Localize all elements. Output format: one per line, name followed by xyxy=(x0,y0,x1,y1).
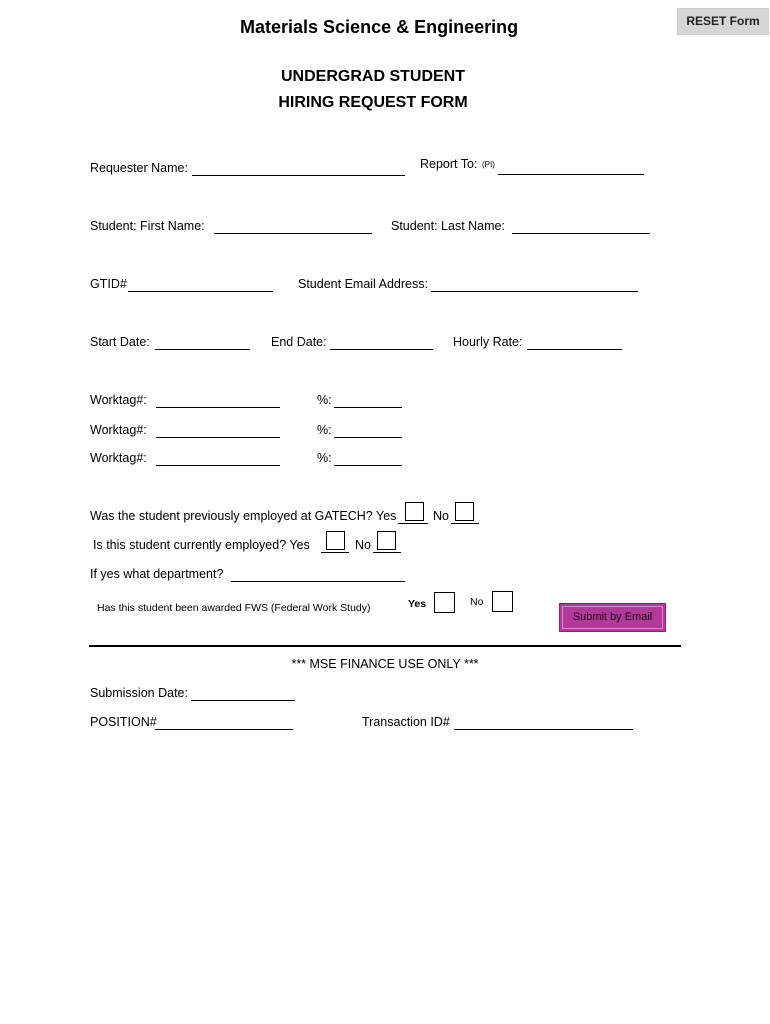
end-date-label: End Date: xyxy=(271,335,327,349)
percent-field-2[interactable] xyxy=(334,437,402,438)
department-label: If yes what department? xyxy=(90,567,224,581)
position-label: POSITION# xyxy=(90,715,157,729)
prev-employed-no-label: No xyxy=(433,509,449,523)
position-field[interactable] xyxy=(155,729,293,730)
fws-no-label: No xyxy=(470,596,484,608)
start-date-label: Start Date: xyxy=(90,335,150,349)
curr-employed-no-label: No xyxy=(355,538,371,552)
last-name-field[interactable] xyxy=(512,233,650,234)
last-name-label: Student: Last Name: xyxy=(391,219,505,233)
email-field[interactable] xyxy=(431,291,638,292)
end-date-field[interactable] xyxy=(330,349,433,350)
page-title: Materials Science & Engineering xyxy=(240,17,519,37)
curr-employed-no-underline xyxy=(373,552,401,553)
submission-date-label: Submission Date: xyxy=(90,686,188,700)
worktag-field-2[interactable] xyxy=(156,437,280,438)
percent-label-1: %: xyxy=(317,393,332,407)
submission-date-field[interactable] xyxy=(191,700,295,701)
transaction-id-label: Transaction ID# xyxy=(362,715,450,729)
gtid-label: GTID# xyxy=(90,277,127,291)
requester-name-field[interactable] xyxy=(192,175,405,176)
transaction-id-field[interactable] xyxy=(454,729,633,730)
prev-employed-no-underline xyxy=(451,523,479,524)
fws-no-checkbox[interactable] xyxy=(492,591,513,612)
worktag-label-3: Worktag#: xyxy=(90,451,147,465)
curr-employed-no-checkbox[interactable] xyxy=(377,531,396,550)
report-to-field[interactable] xyxy=(498,174,644,175)
form-title-line1: UNDERGRAD STUDENT xyxy=(281,68,465,85)
finance-heading: *** MSE FINANCE USE ONLY *** xyxy=(291,657,479,671)
curr-employed-question: Is this student currently employed? Yes xyxy=(93,538,310,552)
section-divider xyxy=(89,645,681,647)
fws-yes-label: Yes xyxy=(408,598,427,610)
worktag-label-2: Worktag#: xyxy=(90,423,147,437)
prev-employed-no-checkbox[interactable] xyxy=(455,502,474,521)
prev-employed-yes-checkbox[interactable] xyxy=(405,502,424,521)
gtid-field[interactable] xyxy=(128,291,273,292)
curr-employed-yes-checkbox[interactable] xyxy=(326,531,345,550)
percent-field-3[interactable] xyxy=(334,465,402,466)
hourly-rate-field[interactable] xyxy=(527,349,622,350)
department-field[interactable] xyxy=(231,581,405,582)
requester-name-label: Requester Name: xyxy=(90,161,188,175)
reset-form-button[interactable]: RESET Form xyxy=(677,8,769,35)
submit-by-email-button[interactable]: Submit by Email xyxy=(559,603,666,632)
report-to-label: Report To: xyxy=(420,157,478,171)
email-label: Student Email Address: xyxy=(298,277,428,291)
percent-label-2: %: xyxy=(317,423,332,437)
worktag-label-1: Worktag#: xyxy=(90,393,147,407)
form-title-line2: HIRING REQUEST FORM xyxy=(278,94,468,111)
curr-employed-yes-underline xyxy=(321,552,349,553)
prev-employed-question: Was the student previously employed at GATECH? Yes xyxy=(90,509,397,523)
percent-label-3: %: xyxy=(317,451,332,465)
fws-yes-checkbox[interactable] xyxy=(434,592,455,613)
worktag-field-3[interactable] xyxy=(156,465,280,466)
fws-question: Has this student been awarded FWS (Federal Work Study) xyxy=(97,602,371,614)
first-name-label: Student: First Name: xyxy=(90,219,205,233)
percent-field-1[interactable] xyxy=(334,407,402,408)
report-to-pi-note: (PI) xyxy=(482,160,495,169)
start-date-field[interactable] xyxy=(155,349,250,350)
hourly-rate-label: Hourly Rate: xyxy=(453,335,523,349)
worktag-field-1[interactable] xyxy=(156,407,280,408)
first-name-field[interactable] xyxy=(214,233,372,234)
prev-employed-yes-underline xyxy=(398,523,428,524)
